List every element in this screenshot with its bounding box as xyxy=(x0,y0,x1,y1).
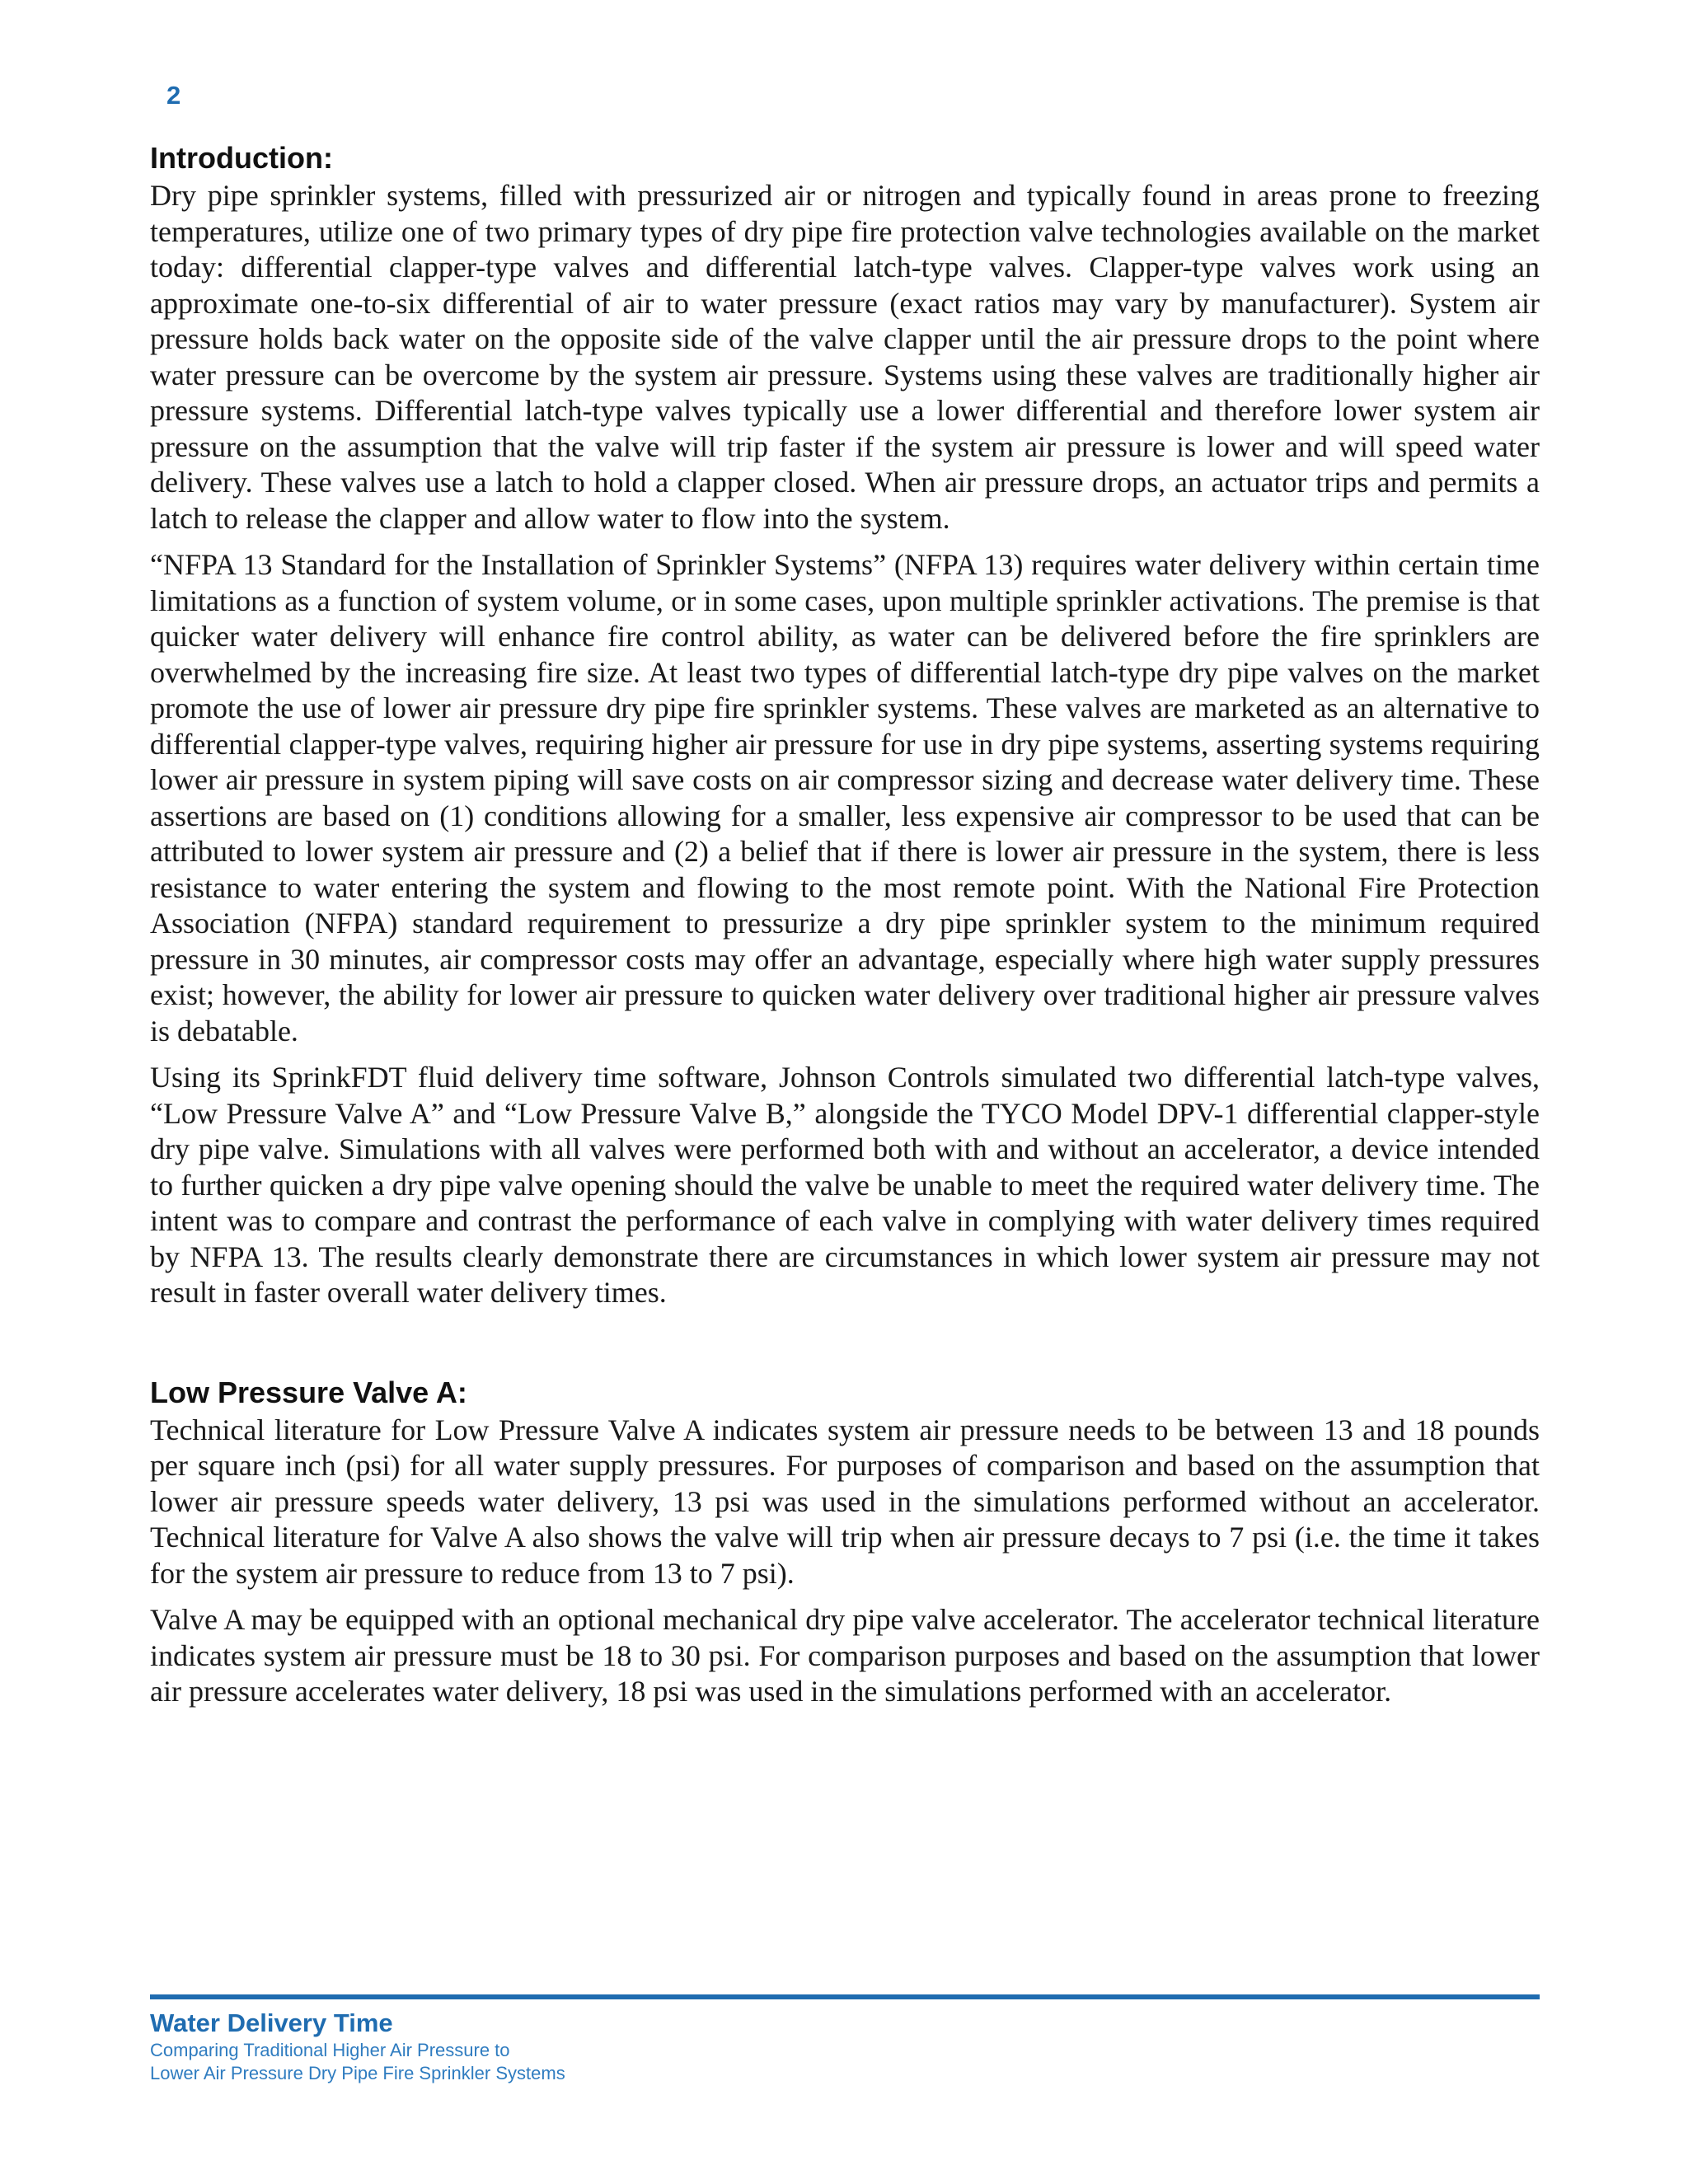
paragraph: Valve A may be equipped with an optional mechanical dry pipe valve accelerator. The accelerator technical literature indicates system air pressure must be 18 to 30 psi. For comparison purposes and based on the assumption that lower air pressure accelerates water delivery, 18 psi was used in the simulations performed with an accelerator. xyxy=(150,1603,1540,1708)
footer-subtitle-line: Lower Air Pressure Dry Pipe Fire Sprinkler Systems xyxy=(150,2063,565,2083)
footer-title: Water Delivery Time xyxy=(150,2008,393,2037)
section-spacer xyxy=(150,1322,1540,1373)
paragraph: Dry pipe sprinkler systems, filled with pressurized air or nitrogen and typically found in areas prone to freezing temperatures, utilize one of two primary types of dry pipe fire protection valve technologies available on the market today: differential clapper-type valves and differential latch-type valves. Clapper-type valves work using an approximate one-to-six differential of air to water pressure (exact ratios may vary by manufacturer). System air pressure holds back water on the opposite side of the valve clapper until the air pressure drops to the point where water pressure can be overcome by the system air pressure. Systems using these valves are traditionally higher air pressure systems. Differential latch-type valves typically use a lower differential and therefore lower system air pressure on the assumption that the valve will trip faster if the system air pressure is lower and will speed water delivery. These valves use a latch to hold a clapper closed. When air pressure drops, an actuator trips and permits a latch to release the clapper and allow water to flow into the system. xyxy=(150,179,1540,535)
section-introduction xyxy=(150,138,1540,1311)
footer-divider xyxy=(150,1994,1540,1999)
paragraph: Technical literature for Low Pressure Valve A indicates system air pressure needs to be between 13 and 18 pounds per square inch (psi) for all water supply pressures. For purposes of comparison and based on the assumption that lower air pressure speeds water delivery, 13 psi was used in the simulations performed without an accelerator. Technical literature for Valve A also shows the valve will trip when air pressure decays to 7 psi (i.e. the time it takes for the system air pressure to reduce from 13 to 7 psi). xyxy=(150,1413,1540,1590)
document-body xyxy=(150,138,1540,1721)
paragraph: Using its SprinkFDT fluid delivery time software, Johnson Controls simulated two differential latch-type valves, “Low Pressure Valve A” and “Low Pressure Valve B,” alongside the TYCO Model DPV-1 differential clapper-style dry pipe valve. Simulations with all valves were performed both with and without an accelerator, a device intended to further quicken a dry pipe valve opening should the valve be unable to meet the required water delivery time. The intent was to compare and contrast the performance of each valve in complying with water delivery times required by NFPA 13. The results clearly demonstrate there are circumstances in which lower system air pressure may not result in faster overall water delivery times. xyxy=(150,1061,1540,1309)
paragraph: “NFPA 13 Standard for the Installation of Sprinkler Systems” (NFPA 13) requires water delivery within certain time limitations as a function of system volume, or in some cases, upon multiple sprinkler activations. The premise is that quicker water delivery will enhance fire control ability, as water can be delivered before the fire sprinklers are overwhelmed by the increasing fire size. At least two types of differential latch-type dry pipe valves on the market promote the use of lower air pressure dry pipe fire sprinkler systems. These valves are marketed as an alternative to differential clapper-type valves, requiring higher air pressure for use in dry pipe systems, asserting systems requiring lower air pressure in system piping will save costs on air compressor sizing and decrease water delivery time. These assertions are based on (1) conditions allowing for a smaller, less expensive air compressor to be used that can be attributed to lower system air pressure and (2) a belief that if there is lower air pressure in the system, there is less resistance to water entering the system and flowing to the most remote point. With the National Fire Protection Association (NFPA) standard requirement to pressurize a dry pipe sprinkler system to the minimum required pressure in 30 minutes, air compressor costs may offer an advantage, especially where high water supply pressures exist; however, the ability for lower air pressure to quicken water delivery over traditional higher air pressure valves is debatable. xyxy=(150,548,1540,1047)
footer-subtitle-line: Comparing Traditional Higher Air Pressure to xyxy=(150,2040,510,2060)
section-heading: Low Pressure Valve A: xyxy=(150,1375,467,1409)
section-heading: Introduction: xyxy=(150,141,333,175)
footer-subtitle xyxy=(150,2039,565,2085)
section-low-pressure-valve-a xyxy=(150,1373,1540,1710)
page-number: 2 xyxy=(166,81,181,110)
